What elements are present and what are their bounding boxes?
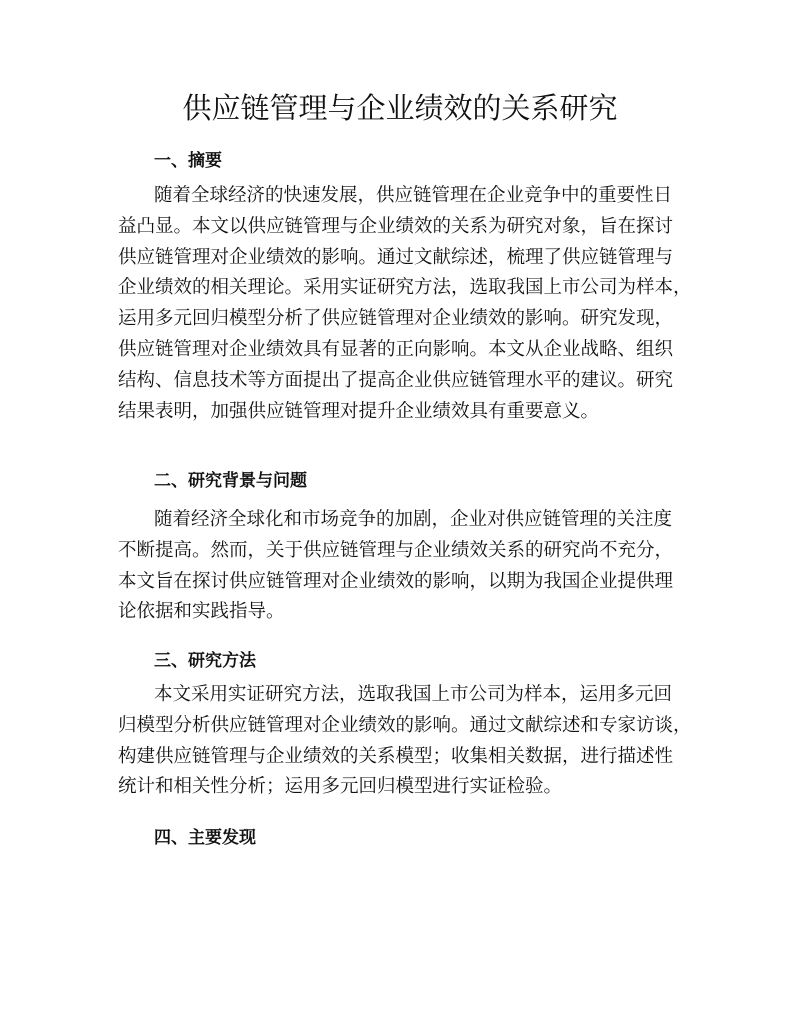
document-title: 供应链管理与企业绩效的关系研究 bbox=[182, 91, 618, 125]
paragraph-line: 归模型分析供应链管理对企业绩效的影响。通过文献综述和专家访谈， bbox=[118, 714, 692, 736]
section-heading-abstract: 一、摘要 bbox=[154, 151, 222, 171]
paragraph-line: 益凸显。本文以供应链管理与企业绩效的关系为研究对象，旨在探讨 bbox=[118, 215, 674, 237]
paragraph-line: 结构、信息技术等方面提出了提高企业供应链管理水平的建议。研究 bbox=[118, 369, 674, 391]
paragraph-line: 随着全球经济的快速发展，供应链管理在企业竞争中的重要性日 bbox=[154, 185, 673, 206]
paragraph-line: 随着经济全球化和市场竞争的加剧，企业对供应链管理的关注度 bbox=[154, 509, 673, 530]
section-heading-findings: 四、主要发现 bbox=[154, 828, 256, 848]
paragraph-line: 供应链管理对企业绩效的影响。通过文献综述，梳理了供应链管理与 bbox=[118, 246, 674, 268]
section-body-method bbox=[118, 680, 692, 803]
section-body-abstract bbox=[118, 181, 692, 427]
paragraph-line: 本文采用实证研究方法，选取我国上市公司为样本，运用多元回 bbox=[154, 684, 673, 705]
paragraph-line: 结果表明，加强供应链管理对提升企业绩效具有重要意义。 bbox=[118, 400, 600, 422]
paragraph-line: 构建供应链管理与企业绩效的关系模型；收集相关数据，进行描述性 bbox=[118, 745, 674, 767]
paragraph-line: 统计和相关性分析；运用多元回归模型进行实证检验。 bbox=[118, 776, 563, 798]
paragraph-line: 运用多元回归模型分析了供应链管理对企业绩效的影响。研究发现， bbox=[118, 308, 674, 330]
paragraph-line: 本文旨在探讨供应链管理对企业绩效的影响，以期为我国企业提供理 bbox=[118, 570, 674, 592]
paragraph-line: 不断提高。然而，关于供应链管理与企业绩效关系的研究尚不充分， bbox=[118, 539, 674, 561]
section-heading-method: 三、研究方法 bbox=[154, 651, 256, 671]
section-heading-background: 二、研究背景与问题 bbox=[154, 471, 307, 491]
paragraph-line: 企业绩效的相关理论。采用实证研究方法，选取我国上市公司为样本， bbox=[118, 277, 692, 299]
paragraph-line: 供应链管理对企业绩效具有显著的正向影响。本文从企业战略、组织 bbox=[118, 338, 674, 360]
section-body-background bbox=[118, 505, 684, 628]
paragraph-line: 论依据和实践指导。 bbox=[118, 601, 285, 623]
